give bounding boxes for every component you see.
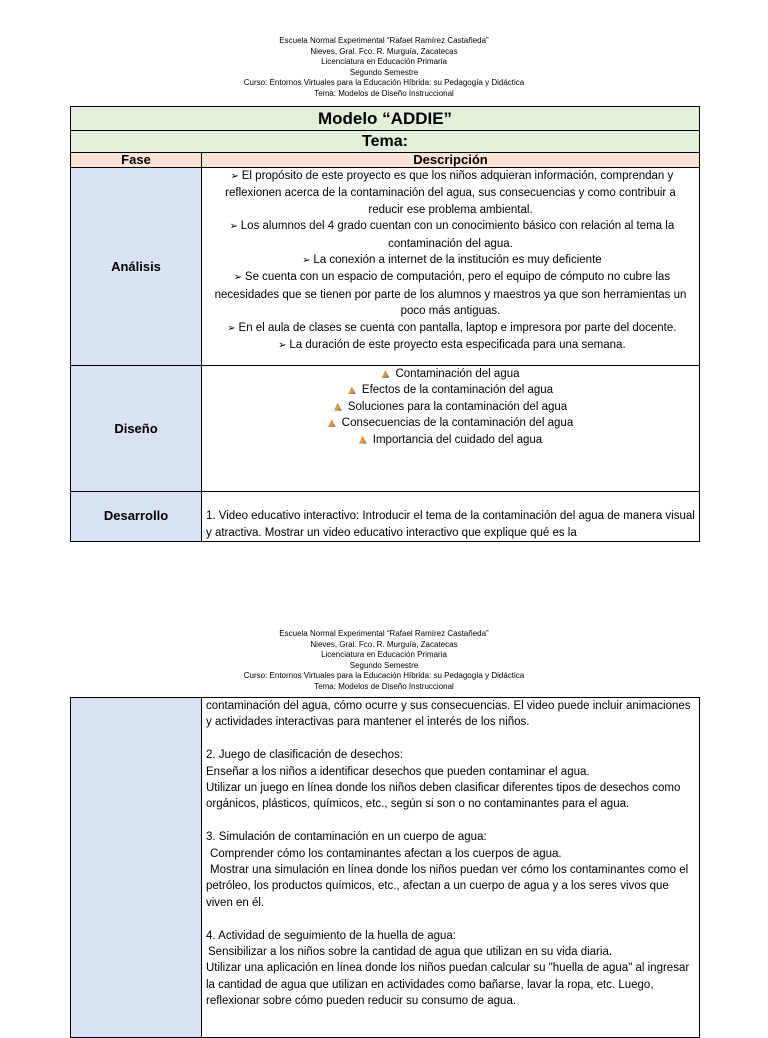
school-name: Escuela Normal Experimental “Rafael Ramírez Castañeda” — [279, 629, 489, 638]
page-header-2 — [0, 629, 768, 692]
analisis-bullet: ➢ La conexión a internet de la institución es muy deficiente — [208, 252, 693, 269]
course-name: Curso: Entornos Virtuales para la Educación Híbrida: su Pedagogía y Didáctica — [243, 671, 525, 680]
analisis-bullet: ➢ El propósito de este proyecto es que los niños adquieran información, comprendan y reflexionen acerca de la contaminación del agua, sus consecuencias y como contribuir a reducir ese problema ambiental. — [225, 170, 676, 216]
row-desarrollo — [71, 492, 700, 542]
diseno-bullet: Consecuencias de la contaminación del agua — [202, 415, 699, 431]
desc-desarrollo-page1: 1. Video educativo interactivo: Introducir el tema de la contaminación del agua de manera visual y atractiva. Mostrar un video educativo interactivo que explique qué es la — [202, 492, 700, 542]
desarrollo-paragraph: Utilizar un juego en línea donde los niños deben clasificar diferentes tipos de desechos como orgánicos, plásticos, químicos, etc., según si son o no contaminantes para el agua. — [206, 782, 681, 811]
activity-title: 2. Juego de clasificación de desechos: — [206, 749, 403, 762]
arrow-bullet-icon: ➢ — [278, 340, 287, 352]
page-header-1 — [0, 36, 768, 99]
school-location: Nieves, Gral. Fco. R. Murguía, Zacatecas — [310, 639, 458, 649]
activity-title: 3. Simulación de contaminación en un cuerpo de agua: — [206, 831, 487, 844]
desc-desarrollo-page2 — [202, 698, 700, 1038]
desarrollo-paragraph: Utilizar una aplicación en línea donde los niños puedan calcular su "huella de agua" al ingresar la cantidad de agua que utilizan en actividades como bañarse, lavar la ropa, etc. Luego, reflexionar sobre cómo pueden reducir su consumo de agua. — [206, 962, 690, 1008]
school-name: Escuela Normal Experimental “Rafael Ramírez Castañeda” — [279, 36, 489, 45]
arrow-bullet-icon: ➢ — [302, 255, 311, 267]
desarrollo-paragraph: Comprender cómo los contaminantes afectan a los cuerpos de agua. — [210, 847, 562, 860]
analisis-bullet: ➢ La duración de este proyecto esta especificada para una semana. — [208, 337, 693, 354]
topic-line: Tema: Modelos de Diseño Instruccional — [314, 88, 454, 98]
desarrollo-paragraph: Sensibilizar a los niños sobre la cantidad de agua que utilizan en su vida diaria. — [208, 946, 613, 959]
activity-title: 4. Actividad de seguimiento de la huella de agua: — [206, 929, 456, 942]
fase-analisis: Análisis — [71, 168, 202, 366]
triangle-bullet-icon — [328, 419, 336, 427]
triangle-bullet-icon — [334, 403, 342, 411]
degree-program: Licenciatura en Educación Primaria — [321, 57, 447, 66]
analisis-bullet: ➢ En el aula de clases se cuenta con pantalla, laptop e impresora por parte del docente. — [208, 320, 693, 337]
arrow-bullet-icon: ➢ — [233, 272, 243, 284]
arrow-bullet-icon: ➢ — [230, 171, 239, 182]
row-desarrollo-continued — [71, 698, 700, 1038]
triangle-bullet-icon — [348, 386, 356, 394]
fase-desarrollo: Desarrollo — [71, 492, 202, 542]
arrow-bullet-icon: ➢ — [229, 221, 238, 233]
arrow-bullet-icon: ➢ — [227, 322, 236, 334]
topic-line: Tema: Modelos de Diseño Instruccional — [314, 681, 454, 691]
desarrollo-paragraph: Enseñar a los niños a identificar desechos que pueden contaminar el agua. — [206, 765, 590, 778]
fase-diseno: Diseño — [71, 366, 202, 492]
school-location: Nieves, Gral. Fco. R. Murguía, Zacatecas — [310, 46, 458, 56]
fase-desarrollo-continued — [71, 698, 202, 1038]
table-tema: Tema: — [71, 131, 700, 153]
semester: Segundo Semestre — [349, 67, 419, 77]
row-analisis — [71, 168, 700, 366]
desarrollo-paragraph: contaminación del agua, cómo ocurre y sus consecuencias. El video puede incluir animaciones y actividades interactivas para mantener el interés de los niños. — [206, 700, 691, 729]
analisis-bullet: ➢ Los alumnos del 4 grado cuentan con un conocimiento básico con relación al tema la contaminación del agua. — [208, 218, 693, 252]
semester: Segundo Semestre — [349, 660, 419, 670]
addie-table-continued — [70, 697, 700, 1038]
analisis-bullet: ➢ Se cuenta con un espacio de computación, pero el equipo de cómputo no cubre las necesidades que se tienen por parte de los alumnos y maestros ya que son herramientas un poco más antiguas. — [214, 271, 687, 318]
desc-analisis — [202, 168, 700, 366]
diseno-bullet: Importancia del cuidado del agua — [202, 432, 699, 448]
addie-table — [70, 106, 700, 542]
diseno-bullet: Soluciones para la contaminación del agua — [202, 399, 699, 415]
column-header-descripcion: Descripción — [202, 153, 700, 168]
diseno-bullet: Contaminación del agua — [202, 366, 699, 382]
course-name: Curso: Entornos Virtuales para la Educación Híbrida: su Pedagogía y Didáctica — [243, 78, 525, 87]
row-diseno — [71, 366, 700, 492]
column-header-fase: Fase — [71, 153, 202, 168]
degree-program: Licenciatura en Educación Primaria — [321, 650, 447, 659]
desarrollo-paragraph: Mostrar una simulación en línea donde los niños puedan ver cómo los contaminantes como el petróleo, los productos químicos, etc., afectan a un cuerpo de agua y a los seres vivos que viven en él. — [206, 864, 689, 909]
diseno-bullet: Efectos de la contaminación del agua — [202, 382, 699, 398]
triangle-bullet-icon — [359, 436, 367, 444]
desc-diseno — [202, 366, 700, 492]
table-title: Modelo “ADDIE” — [71, 107, 700, 131]
triangle-bullet-icon — [381, 370, 389, 378]
